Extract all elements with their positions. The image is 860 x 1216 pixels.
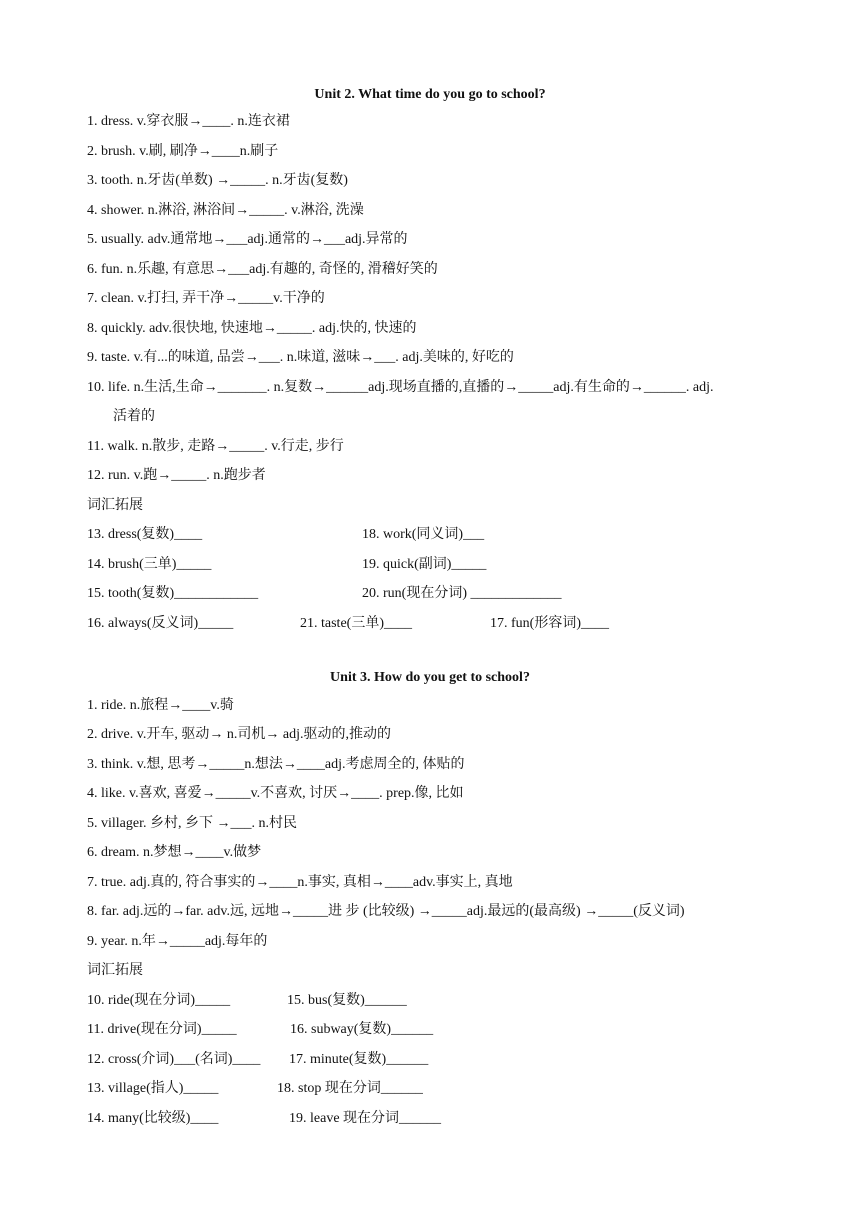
unit2-vocab-20: 20. run(现在分词) _____________ (362, 586, 562, 601)
unit2-title: Unit 2. What time do you go to school? (314, 87, 546, 102)
unit2-item-12: 12. run. v.跑→_____. n.跑步者 (87, 468, 266, 483)
unit2-vocab-18: 18. work(同义词)___ (362, 527, 485, 542)
unit2-vocab-17: 17. fun(形容词)____ (490, 616, 609, 631)
unit2-vocab-21: 21. taste(三单)____ (300, 616, 412, 631)
unit3-item-5: 5. villager. 乡村, 乡下 →___. n.村民 (87, 816, 297, 831)
unit2-item-3: 3. tooth. n.牙齿(单数) →_____. n.牙齿(复数) (87, 173, 348, 188)
unit3-vocab-13: 13. village(指人)_____ (87, 1081, 219, 1096)
unit3-vocab-18: 18. stop 现在分词______ (277, 1081, 423, 1096)
unit3-item-3: 3. think. v.想, 思考→_____n.想法→____adj.考虑周全的, 体贴的 (87, 757, 465, 772)
unit2-item-5: 5. usually. adv.通常地→___adj.通常的→___adj.异常的 (87, 232, 408, 247)
unit2-vocab-14: 14. brush(三单)_____ (87, 557, 212, 572)
unit2-item-7: 7. clean. v.打扫, 弄干净→_____v.干净的 (87, 291, 325, 306)
unit2-vocab-heading: 词汇拓展 (87, 498, 143, 513)
unit2-item-4: 4. shower. n.淋浴, 淋浴间→_____. v.淋浴, 洗澡 (87, 203, 364, 218)
unit2-vocab-13: 13. dress(复数)____ (87, 527, 203, 542)
unit2-item-11: 11. walk. n.散步, 走路→_____. v.行走, 步行 (87, 439, 344, 454)
unit2-vocab-19: 19. quick(副词)_____ (362, 557, 487, 572)
unit3-vocab-11: 11. drive(现在分词)_____ (87, 1022, 237, 1037)
unit3-vocab-19: 19. leave 现在分词______ (289, 1111, 442, 1126)
unit3-vocab-10: 10. ride(现在分词)_____ (87, 993, 231, 1008)
unit2-item-9: 9. taste. v.有...的味道, 品尝→___. n.味道, 滋味→___. adj.美味的, 好吃的 (87, 350, 514, 365)
unit3-item-9: 9. year. n.年→_____adj.每年的 (87, 934, 268, 949)
unit2-item-2: 2. brush. v.刷, 刷净→____n.刷子 (87, 144, 279, 159)
unit2-item-1: 1. dress. v.穿衣服→____. n.连衣裙 (87, 114, 290, 129)
unit3-vocab-15: 15. bus(复数)______ (287, 993, 407, 1008)
unit3-item-8: 8. far. adj.远的→far. adv.远, 远地→_____进 步 (比较级) →_____adj.最远的(最高级) →_____(反义词) (87, 904, 685, 919)
unit3-title: Unit 3. How do you get to school? (330, 670, 530, 685)
unit2-item-8: 8. quickly. adv.很快地, 快速地→_____. adj.快的, 快速的 (87, 321, 417, 336)
unit3-item-7: 7. true. adj.真的, 符合事实的→____n.事实, 真相→____adv.事实上, 真地 (87, 875, 513, 890)
unit3-vocab-12: 12. cross(介词)___(名词)____ (87, 1052, 261, 1067)
unit3-item-6: 6. dream. n.梦想→____v.做梦 (87, 845, 262, 860)
unit2-item-10-cont: 活着的 (113, 409, 155, 424)
unit3-item-1: 1. ride. n.旅程→____v.骑 (87, 698, 234, 713)
unit3-item-4: 4. like. v.喜欢, 喜爱→_____v.不喜欢, 讨厌→____. prep.像, 比如 (87, 786, 464, 801)
unit3-vocab-17: 17. minute(复数)______ (289, 1052, 429, 1067)
unit2-item-10: 10. life. n.生活,生命→_______. n.复数→______adj.现场直播的,直播的→_____adj.有生命的→______. adj. (87, 380, 714, 395)
unit2-vocab-16: 16. always(反义词)_____ (87, 616, 234, 631)
unit2-vocab-15: 15. tooth(复数)____________ (87, 586, 259, 601)
unit3-vocab-16: 16. subway(复数)______ (290, 1022, 434, 1037)
unit2-item-6: 6. fun. n.乐趣, 有意思→___adj.有趣的, 奇怪的, 滑稽好笑的 (87, 262, 438, 277)
unit3-vocab-heading: 词汇拓展 (87, 963, 143, 978)
unit3-item-2: 2. drive. v.开车, 驱动→ n.司机→ adj.驱动的,推动的 (87, 727, 391, 742)
unit3-vocab-14: 14. many(比较级)____ (87, 1111, 219, 1126)
